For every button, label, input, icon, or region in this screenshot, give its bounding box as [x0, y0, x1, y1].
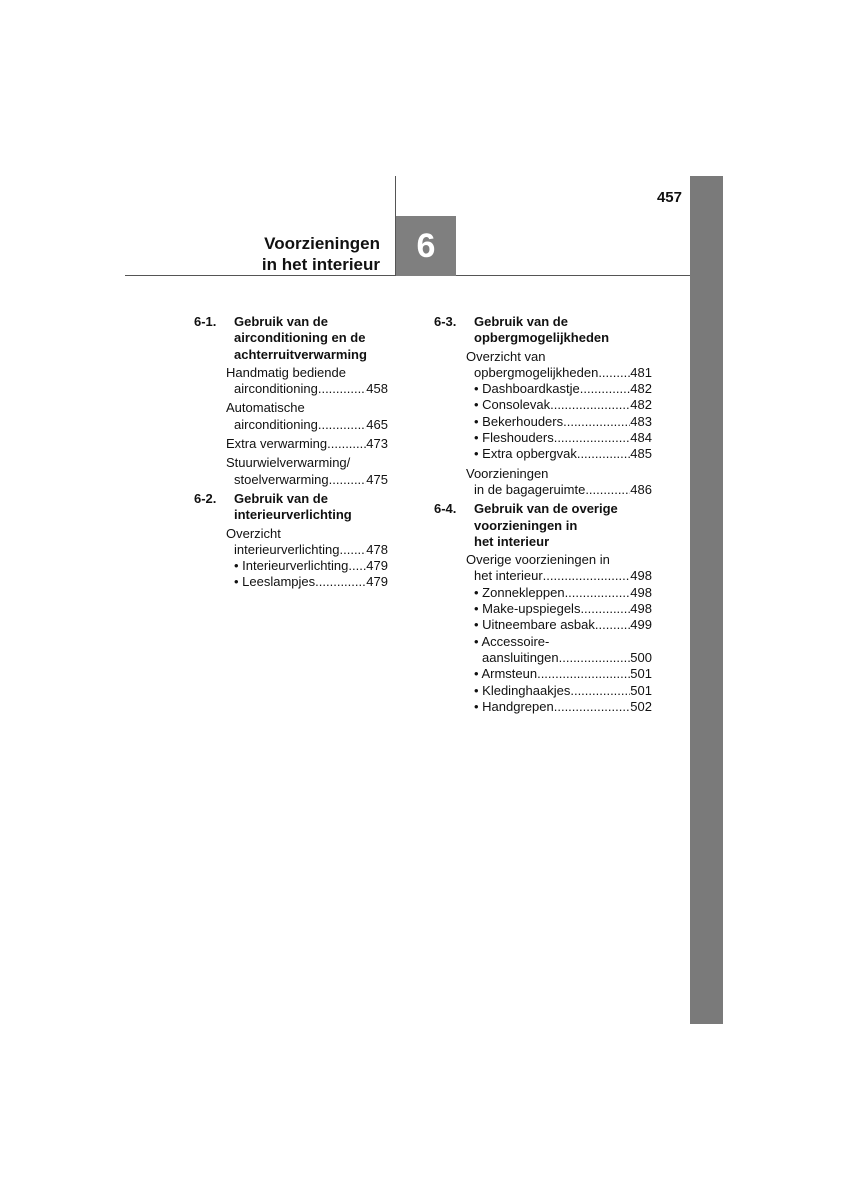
toc-entry[interactable]	[466, 365, 652, 381]
toc-page-ref: 465	[366, 416, 388, 432]
toc-page-ref: 501	[630, 682, 652, 698]
section-number: 6-2.	[194, 490, 217, 506]
toc-entry[interactable]	[466, 381, 652, 397]
page-number: 457	[656, 189, 682, 206]
toc-entry[interactable]	[466, 617, 652, 633]
toc-page-ref: 483	[630, 413, 652, 429]
toc-entry-label: Handmatig bediende	[226, 364, 346, 380]
chapter-title-line: Voorzieningen	[264, 234, 380, 253]
toc-entry-label: in de bagageruimte	[474, 481, 586, 497]
toc-entry-label: • Fleshouders	[474, 430, 554, 446]
toc-entry-label: Automatische	[226, 400, 305, 416]
toc-entry-label: aansluitingen	[482, 649, 559, 665]
toc-page-ref: 482	[630, 381, 652, 397]
section-title: interieurverlichting	[234, 507, 352, 523]
toc-entry-label: Overzicht van	[466, 348, 546, 364]
toc-entry-label: • Bekerhouders	[474, 413, 564, 429]
toc-entry-label: airconditioning	[234, 381, 318, 397]
toc-entry[interactable]	[226, 558, 388, 574]
toc-entry[interactable]	[226, 472, 388, 488]
toc-entry[interactable]	[466, 414, 652, 430]
toc-entry-label: • Interieurverlichting	[234, 558, 349, 574]
toc-page-ref: 498	[630, 568, 652, 584]
toc-page-ref: 482	[630, 397, 652, 413]
toc-page-ref: 502	[630, 698, 652, 714]
section-title: Gebruik van de	[234, 490, 328, 506]
toc-entry-label: Voorzieningen	[466, 465, 549, 481]
toc-entry[interactable]	[226, 574, 388, 590]
chapter-title-line: in het interieur	[261, 255, 380, 274]
toc-section-6-2	[194, 491, 414, 591]
toc-entry-label: Extra verwarming	[226, 436, 328, 452]
toc-page-ref: 458	[366, 381, 388, 397]
toc-entry-label: • Zonnekleppen	[474, 584, 565, 600]
toc-entry-label: • Armsteun	[474, 666, 538, 682]
toc-right-column	[434, 314, 664, 715]
toc-page-ref: 500	[630, 649, 652, 665]
toc-left-column	[194, 314, 414, 591]
chapter-title	[200, 233, 380, 275]
toc-entry[interactable]	[466, 397, 652, 413]
toc-entry[interactable]	[466, 683, 652, 699]
toc-page-ref: 498	[630, 584, 652, 600]
toc-entry[interactable]	[466, 585, 652, 601]
toc-page-ref: 501	[630, 666, 652, 682]
toc-entry-label: • Make-upspiegels	[474, 601, 581, 617]
toc-page-ref: 485	[630, 446, 652, 462]
toc-entry-label: • Dashboardkastje	[474, 381, 580, 397]
toc-page-ref: 481	[630, 364, 652, 380]
section-number: 6-3.	[434, 314, 457, 329]
toc-page-ref: 486	[630, 481, 652, 497]
toc-entry-label: • Leeslampjes	[234, 574, 316, 590]
toc-entry-label: stoelverwarming	[234, 471, 329, 487]
toc-entry-label: opbergmogelijkheden	[474, 364, 599, 380]
toc-page-ref: 475	[366, 471, 388, 487]
toc-entry[interactable]	[226, 436, 388, 452]
toc-entry-label: Overige voorzieningen in	[466, 552, 610, 568]
toc-page-ref: 484	[630, 430, 652, 446]
toc-entry-label: het interieur	[474, 568, 543, 584]
section-title: achterruitverwarming	[234, 346, 367, 362]
toc-entry-label: • Handgrepen	[474, 698, 554, 714]
section-title: voorzieningen in	[474, 517, 578, 533]
section-number: 6-4.	[434, 501, 457, 517]
section-title: het interieur	[474, 533, 550, 549]
toc-page-ref: 478	[366, 541, 388, 557]
toc-page-ref: 499	[630, 617, 652, 633]
toc-section-6-4	[434, 501, 664, 715]
toc-page-ref: 498	[630, 601, 652, 617]
toc-page-ref: 479	[366, 558, 388, 574]
toc-entry-label: airconditioning	[234, 416, 318, 432]
toc-section-6-1	[194, 314, 414, 488]
section-title: Gebruik van de	[474, 314, 568, 329]
chapter-side-tab	[690, 176, 723, 1024]
toc-page-ref: 473	[366, 436, 388, 452]
toc-entry[interactable]	[466, 650, 652, 666]
toc-entry[interactable]	[466, 568, 652, 584]
toc-entry-label: • Consolevak	[474, 397, 551, 413]
toc-entry[interactable]	[466, 699, 652, 715]
toc-entry[interactable]	[226, 542, 388, 558]
toc-entry-label: Stuurwielverwarming/	[226, 455, 351, 471]
toc-entry-label: • Kledinghaakjes	[474, 682, 571, 698]
toc-entry-label: • Accessoire-	[474, 633, 550, 649]
toc-entry[interactable]	[226, 381, 388, 397]
toc-entry[interactable]	[466, 666, 652, 682]
toc-entry-label: • Extra opbergvak	[474, 446, 577, 462]
toc-entry-label: Overzicht	[226, 525, 281, 541]
chapter-number-box: 6	[396, 216, 456, 276]
section-title: opbergmogelijkheden	[474, 330, 610, 346]
toc-entry[interactable]	[226, 417, 388, 433]
section-number: 6-1.	[194, 314, 217, 329]
toc-entry[interactable]	[466, 430, 652, 446]
toc-entry-label: interieurverlichting	[234, 541, 340, 557]
section-title: Gebruik van de	[234, 314, 328, 329]
toc-entry[interactable]	[466, 446, 652, 462]
toc-page-ref: 479	[366, 574, 388, 590]
section-title: airconditioning en de	[234, 330, 366, 346]
toc-entry[interactable]	[466, 601, 652, 617]
section-title: Gebruik van de overige	[474, 501, 618, 517]
toc-entry-label: • Uitneembare asbak	[474, 617, 595, 633]
toc-section-6-3	[434, 314, 664, 498]
toc-entry[interactable]	[466, 482, 652, 498]
